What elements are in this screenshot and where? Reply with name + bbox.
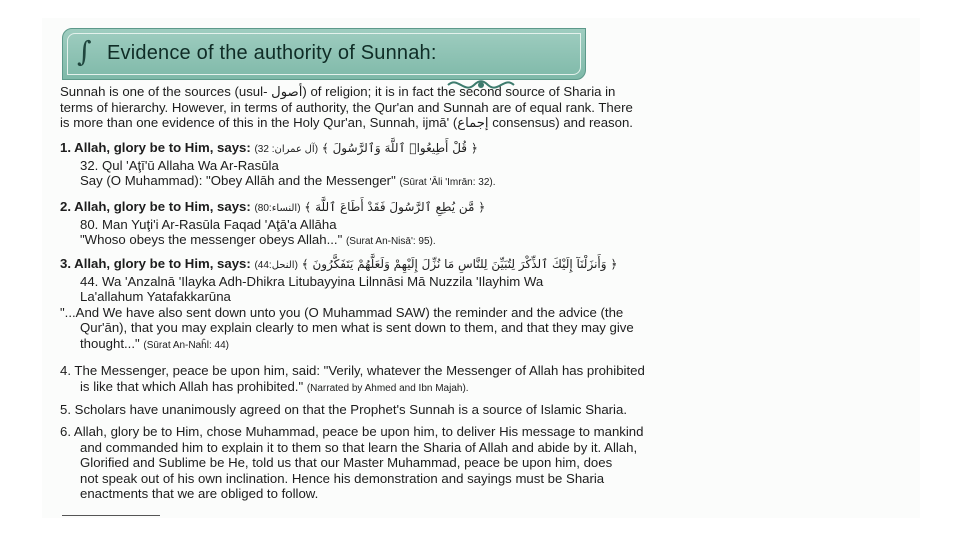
evidence-item-6: 6. Allah, glory be to Him, chose Muhammad, peace be upon him, to deliver His message to mankind and commanded him to explain it to them so that learn the Sharia of Allah and abide by it. Allah, Glorified and Sublime be He, told us that our Master Muhammad, peace be upon him, does not speak out of his own inclination. Hence his demonstration and sayings must be Sharia enactments that we are obliged to follow. — [60, 424, 644, 501]
arabic-verse: ﴿ وَأَنزَلْنَآ إِلَيْكَ ٱلذِّكْرَ لِتُبَيِّنَ لِلنَّاسِ مَا نُزِّلَ إِلَيْهِمْ وَلَعَلَّهُمْ يَتَفَكَّرُونَ ﴾ — [301, 257, 618, 271]
evidence-item-1: 1. Allah, glory be to Him, says: (آل عمران: 32) ﴿ قُلْ أَطِيعُوا۟ ٱللَّهَ وَٱلرَّسُولَ ﴾ 32. Qul 'Aţī'ū Allaha Wa Ar-Rasūla Say (O Muhammad): "Obey Allāh and the Messenger" (Sūrat 'Āli 'Imrān: 32). — [60, 140, 496, 188]
arabic-verse: ﴿ قُلْ أَطِيعُوا۟ ٱللَّهَ وَٱلرَّسُولَ ﴾ — [321, 141, 478, 155]
section-title: Evidence of the authority of Sunnah: — [107, 42, 437, 64]
arabic-verse: ﴿ مَّن يُطِعِ ٱلرَّسُولَ فَقَدْ أَطَاعَ ٱللَّهَ ﴾ — [304, 200, 486, 214]
section-header — [62, 28, 586, 80]
evidence-item-5: 5. Scholars have unanimously agreed on that the Prophet's Sunnah is a source of Islamic Sharia. — [60, 402, 627, 417]
document-page — [42, 18, 920, 518]
evidence-item-4: 4. The Messenger, peace be upon him, said: "Verily, whatever the Messenger of Allah has prohibited is like that which Allah has prohibited." (Narrated by Ahmed and Ibn Majah). — [60, 363, 645, 394]
integral-icon: ∫ — [77, 35, 92, 68]
evidence-item-3: 3. Allah, glory be to Him, says: (النحل:44) ﴿ وَأَنزَلْنَآ إِلَيْكَ ٱلذِّكْرَ لِتُبَيِّنَ لِلنَّاسِ مَا نُزِّلَ إِلَيْهِمْ وَلَعَلَّهُمْ يَتَفَكَّرُونَ ﴾ 44. Wa 'Anzalnā 'Ilayka Adh-Dhikra Litubayyina Lilnnāsi Mā Nuzzila 'Ilayhim Wa La'allahum Yatafakkarūna "...And We have also sent down unto you (O Muhammad SAW) the reminder and the advice (the Qur'ān), that you may explain clearly to men what is sent down to them, and that they may give thought..." (Sūrat An-Naĥl: 44) — [60, 256, 634, 351]
evidence-item-2: 2. Allah, glory be to Him, says: (النساء:80) ﴿ مَّن يُطِعِ ٱلرَّسُولَ فَقَدْ أَطَاعَ ٱللَّهَ ﴾ 80. Man Yuţi'i Ar-Rasūla Faqad 'Aţā'a Allāha "Whoso obeys the messenger obeys Allah..." (Surat An-Nisā': 95). — [60, 199, 486, 247]
intro-paragraph: Sunnah is one of the sources (usul- أصول) of religion; it is in fact the second source of Sharia in terms of hierarchy. However, in terms of authority, the Qur'an and Sunnah are of equal rank. There is more than one evidence of this in the Holy Qur'an, Sunnah, ijmā' (إجماع consensus) and reason. — [60, 84, 633, 130]
footnote-divider — [62, 515, 160, 516]
